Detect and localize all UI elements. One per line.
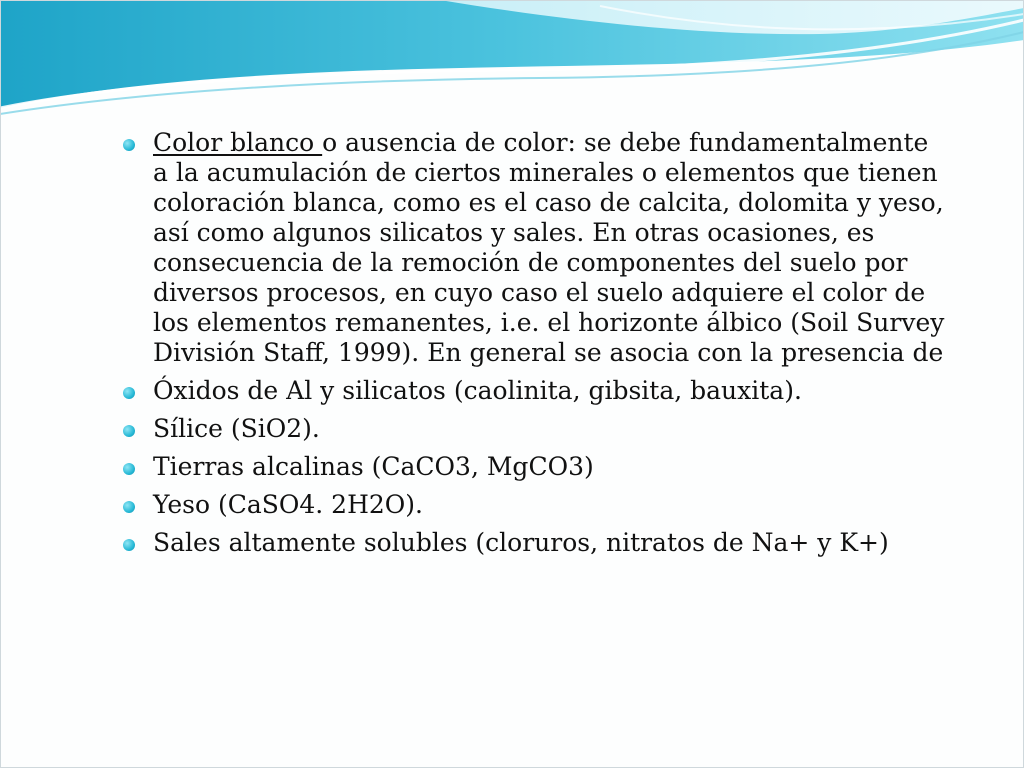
bullet-text: Yeso (CaSO4. 2H2O). bbox=[153, 490, 423, 519]
bullet-text: Óxidos de Al y silicatos (caolinita, gibsita, bauxita). bbox=[153, 376, 802, 405]
bullet-text: o ausencia de color: se debe fundamentalmente a la acumulación de ciertos minerales o elementos que tienen coloración blanca, como es el caso de calcita, dolomita y yeso, así como algunos silicatos y sales. En otras ocasiones, es consecuencia de la remoción de componentes del suelo por diversos procesos, en cuyo caso el suelo adquiere el color de los elementos remanentes, i.e. el horizonte álbico (Soil Survey División Staff, 1999). En general se asocia con la presencia de bbox=[153, 128, 945, 367]
bullet-text: Sílice (SiO2). bbox=[153, 414, 320, 443]
bullet-text: Tierras alcalinas (CaCO3, MgCO3) bbox=[153, 452, 594, 481]
bullet-text: Sales altamente solubles (cloruros, nitratos de Na+ y K+) bbox=[153, 528, 889, 557]
underlined-term: Color blanco bbox=[153, 128, 323, 157]
